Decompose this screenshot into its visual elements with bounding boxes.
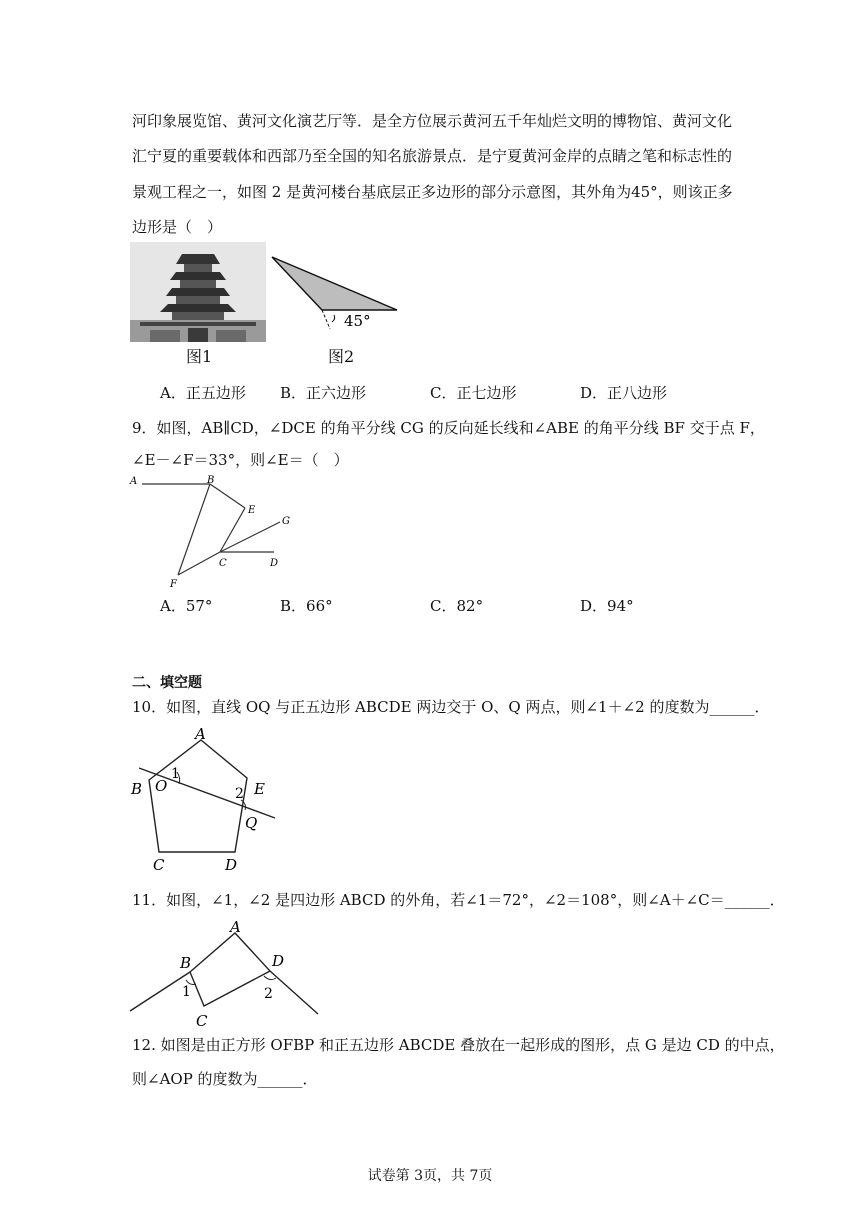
label-d: D (225, 856, 238, 874)
line-be (210, 484, 245, 508)
fig1-caption: 图1 (186, 347, 213, 366)
q12-line-1: 12. 如图是由正方形 OFBP 和正五边形 ABCDE 叠放在一起形成的图形，点 G 是边 CD 的中点， (132, 1036, 785, 1054)
label-a: A (230, 918, 241, 936)
q8-line-2: 汇宁夏的重要载体和西部乃至全国的知名旅游景点．是宁夏黄河金岸的点睛之笔和标志性的 (132, 147, 733, 165)
angle-2-arc (264, 976, 276, 980)
q9-option-b: B．66° (280, 597, 333, 615)
label-d: D (270, 558, 279, 569)
label-angle-2: 2 (264, 986, 273, 1002)
label-c: C (153, 856, 165, 874)
q8-line-4: 边形是（ ） (132, 218, 223, 236)
fig2-caption: 图2 (328, 347, 355, 366)
pentagon-abcde (149, 740, 247, 852)
label-angle-1: 1 (171, 766, 180, 782)
polygon-corner (272, 257, 397, 310)
line-bf (178, 484, 210, 575)
yellow-river-tower-photo (130, 242, 266, 342)
angle-arc (332, 315, 335, 322)
q8-option-b: B．正六边形 (280, 384, 367, 402)
fig2-polygon-diagram (270, 255, 410, 345)
label-angle-1: 1 (182, 984, 191, 1000)
q12-line-2: 则∠AOP 的度数为______． (132, 1070, 318, 1088)
label-b: B (207, 475, 215, 486)
label-q: Q (245, 814, 258, 832)
label-f: F (170, 579, 177, 590)
label-e: E (254, 780, 265, 798)
extension-line-cb (130, 972, 190, 1011)
quadrilateral-abcd (190, 933, 270, 1006)
label-o: O (155, 777, 168, 795)
extension-dashed-line (322, 310, 330, 329)
label-b: B (131, 780, 143, 798)
q11-quadrilateral-diagram (128, 918, 328, 1028)
label-angle-2: 2 (235, 786, 244, 802)
q9-line-1: 9．如图，AB∥CD，∠DCE 的角平分线 CG 的反向延长线和∠ABE 的角平分线 BF 交于点 F， (132, 419, 765, 437)
section-title: 二、填空题 (132, 675, 202, 691)
q9-option-d: D．94° (580, 597, 634, 615)
label-a: A (130, 476, 138, 487)
q9-diagram (128, 474, 298, 594)
label-b: B (180, 954, 192, 972)
q8-line-1: 河印象展览馆、黄河文化演艺厅等．是全方位展示黄河五千年灿烂文明的博物馆、黄河文化 (132, 112, 733, 130)
q9-option-a: A．57° (160, 597, 213, 615)
q9-line-2: ∠E－∠F＝33°，则∠E＝（ ） (132, 451, 349, 469)
q10-pentagon-diagram (125, 725, 295, 878)
q11-text: 11．如图，∠1，∠2 是四边形 ABCD 的外角，若∠1＝72°，∠2＝108°，则∠A＋∠C＝______． (132, 891, 785, 909)
q8-option-d: D．正八边形 (580, 384, 668, 402)
angle-45-label: 45° (344, 312, 371, 330)
q8-line-3: 景观工程之一，如图 2 是黄河楼台基底层正多边形的部分示意图，其外角为45°，则该正多 (132, 183, 733, 201)
label-c: C (196, 1012, 208, 1030)
page-footer: 试卷第 3页，共 7页 (367, 1168, 493, 1184)
label-g: G (282, 516, 290, 527)
q9-option-c: C．82° (430, 597, 484, 615)
q8-option-a: A．正五边形 (160, 384, 246, 402)
q8-option-c: C．正七边形 (430, 384, 517, 402)
q10-text: 10．如图，直线 OQ 与正五边形 ABCDE 两边交于 O、Q 两点，则∠1＋∠2 的度数为______． (132, 698, 770, 716)
label-a: A (195, 725, 206, 743)
tower-drawing (130, 242, 266, 342)
extension-line-ad (270, 971, 318, 1014)
label-d: D (272, 952, 285, 970)
label-e: E (248, 505, 256, 516)
label-c: C (219, 558, 227, 569)
